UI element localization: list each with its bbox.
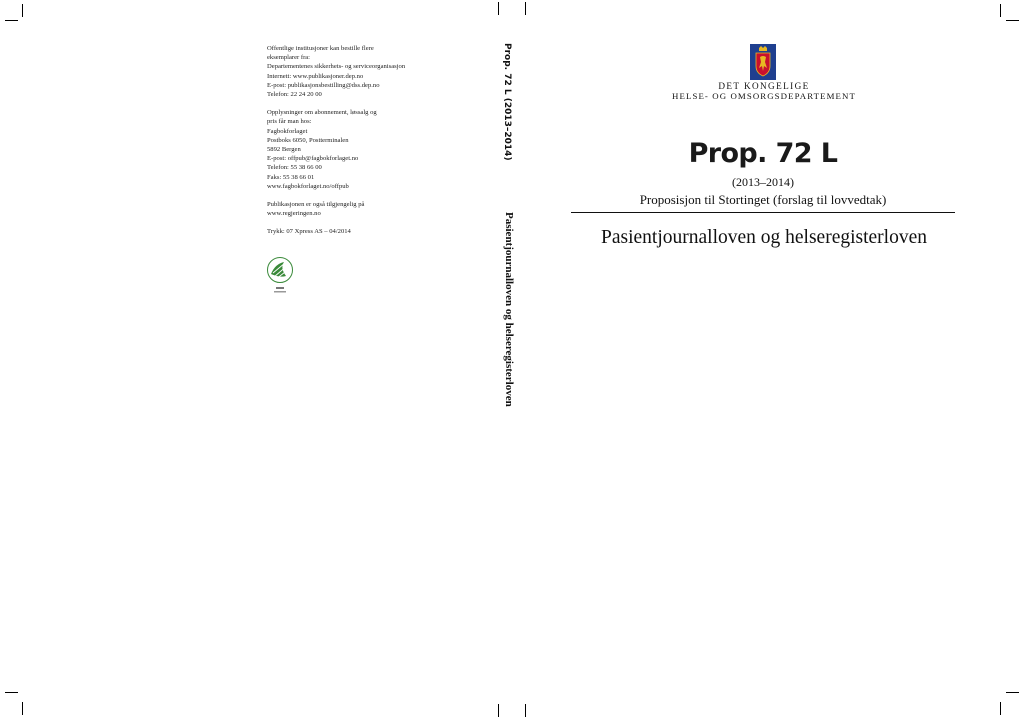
- proposition-subtitle: Proposisjon til Stortinget (forslag til lovvedtak): [639, 192, 887, 207]
- session-years: (2013–2014): [732, 175, 794, 189]
- crop-mark: [22, 702, 23, 715]
- subscription-line: pris får man hos:: [267, 118, 312, 126]
- crop-mark: [525, 704, 526, 717]
- subscription-line: Postboks 6050, Postterminalen: [267, 136, 349, 144]
- order-line: Telefon: 22 24 20 00: [267, 91, 322, 99]
- subscription-line: www.fagbokforlaget.no/offpub: [267, 182, 349, 190]
- spine-title-text: Pasientjournalloven og helseregisterloven: [503, 212, 515, 407]
- subscription-info: [267, 108, 467, 191]
- subscription-line: Telefon: 55 38 66 00: [267, 164, 322, 172]
- crop-mark: [1000, 4, 1001, 17]
- order-line: E-post: publikasjonsbestilling@dss.dep.no: [267, 81, 380, 89]
- crop-mark: [5, 692, 18, 693]
- subscription-line: E-post: offpub@fagbokforlaget.no: [267, 155, 359, 163]
- subscription-line: Opplysninger om abonnement, løssalg og: [267, 109, 377, 117]
- crop-mark: [525, 2, 526, 15]
- ecolabel-swan-icon: [266, 256, 294, 296]
- subscription-line: 5892 Bergen: [267, 146, 301, 154]
- crop-mark: [498, 704, 499, 717]
- order-line: Offentlige institusjoner kan bestille flere: [267, 45, 374, 52]
- crop-mark: [1006, 20, 1019, 21]
- spine-top-text: Prop. 72 L (2013–2014): [502, 43, 512, 161]
- department-line-2: HELSE- OG OMSORGSDEPARTEMENT: [672, 91, 856, 101]
- online-line: www.regjeringen.no: [267, 210, 321, 218]
- order-line: Departementenes sikkerhets- og serviceorganisasjon: [267, 63, 406, 71]
- online-info: [267, 200, 467, 218]
- crop-mark: [1006, 692, 1019, 693]
- crop-mark: [1000, 702, 1001, 715]
- subscription-line: Fagbokforlaget: [267, 127, 308, 135]
- department-name: [650, 81, 878, 101]
- crop-mark: [5, 20, 18, 21]
- subscription-line: Faks: 55 38 66 01: [267, 173, 315, 181]
- order-line: eksemplarer fra:: [267, 54, 311, 62]
- crop-mark: [498, 2, 499, 15]
- online-line: Publikasjonen er også tilgjengelig på: [267, 201, 365, 209]
- back-cover-text: [267, 44, 467, 246]
- crop-mark: [22, 4, 23, 17]
- order-info: [267, 44, 467, 99]
- print-line: Trykk: 07 Xpress AS – 04/2014: [267, 228, 351, 236]
- proposition-number: Prop. 72 L: [688, 138, 838, 169]
- document-title: Pasientjournalloven og helseregisterloven: [601, 227, 927, 248]
- order-line: Internett: www.publikasjoner.dep.no: [267, 72, 364, 80]
- coat-of-arms-icon: [750, 44, 776, 80]
- department-line-1: DET KONGELIGE: [718, 81, 810, 91]
- title-divider: [571, 212, 955, 213]
- print-info: [267, 227, 467, 236]
